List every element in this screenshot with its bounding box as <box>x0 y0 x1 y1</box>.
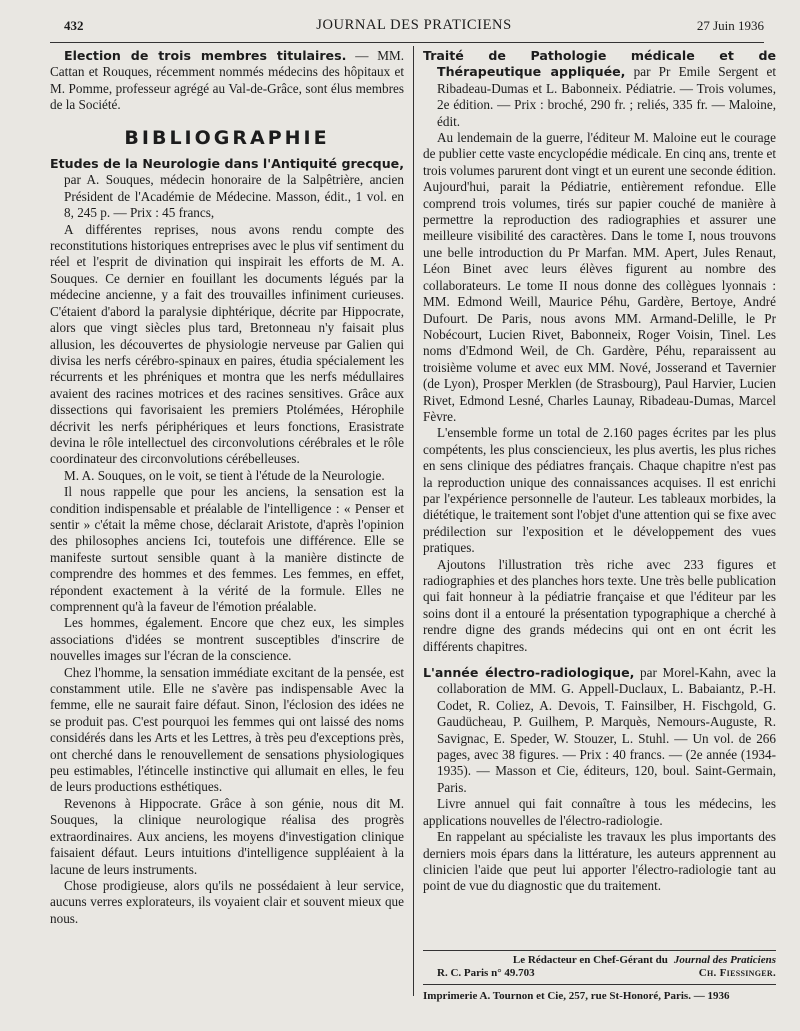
book-entry-pediatrie <box>423 48 776 130</box>
review-paragraph: Ajoutons l'illustration très riche avec 233 figures et radiographies et des planches hors texte. Une très belle publication qui fait honneur à la pédiatrie française et que l'éditeur par les soins dont il a entouré la présentation typographique a cherché à rendre digne des grands médecins qui ont en ont écrit les différents chapitres. <box>423 556 776 654</box>
journal-title: JOURNAL DES PRATICIENS <box>316 17 512 33</box>
section-title: BIBLIOGRAPHIE <box>124 126 330 149</box>
election-title: Election de trois membres titulaires. <box>64 48 347 63</box>
book-details: par Pr Emile Sergent et Ribadeau-Dumas et L. Babonneix. Pédiatrie. — Trois volumes, 2e édition. — Prix : broché, 290 fr. ; reliés, 335 fr. — Maloine, édit. <box>437 64 776 129</box>
election-paragraph <box>50 48 404 114</box>
footer-rule <box>423 950 776 951</box>
issue-date: 27 Juin 1936 <box>696 18 764 33</box>
book-details: par Morel-Kahn, avec la collaboration de MM. G. Appell-Duclaux, L. Babaiantz, P.-H. Codet, R. Coliez, A. Devois, T. Fainsilber, H. Fischgold, G. Gaudücheau, P. Guilhem, P. Marquès, Nemours-Auguste, R. Savignac, E. Speder, W. Stouzer, L. Stuhl. — Un vol. de 266 pages, avec 38 figures. — Prix : 40 francs. — (2e année (1934-1935). — Masson et Cie, éditeurs, 120, boul. Saint-Germain, Paris. <box>437 665 776 795</box>
book-entry-neurologie <box>50 156 404 222</box>
footer-journal-name: Journal des Praticiens <box>673 954 776 966</box>
right-column <box>423 48 776 895</box>
editor-footer <box>423 950 776 985</box>
review-paragraph: Livre annuel qui fait connaître à tous les médecins, les applications nouvelles de l'électro-radiologie. <box>423 796 776 828</box>
registry-number: R. C. Paris n° 49.703 <box>437 967 535 979</box>
footer-rule <box>423 984 776 985</box>
left-column <box>50 48 404 927</box>
review-paragraph: En rappelant au spécialiste les travaux les plus importants des derniers mois épars dans la littérature, les auteurs apprennent au clinicien l'aide que peut lui apporter l'électro-radiologie tant au point de vue du diagnostic que du traitement. <box>423 829 776 894</box>
book-title: Traité de Pathologie médicale et de Thérapeutique appliquée, <box>423 48 776 80</box>
book-title: L'année électro-radiologique, <box>423 665 635 681</box>
header-rule <box>50 42 764 43</box>
review-paragraph: Il nous rappelle que pour les anciens, la sensation est la condition indispensable et préalable de l'intelligence : « Penser et sentir » c'était la même chose, déclarait Aristote, d'après l'opinion des philosophes anciens Ici, toutefois une différence. Elle se manifeste surtout sensible quant à la manière distincte de comprendre des hommes et des femmes. Les femmes, en effet, répondent exactement à la vérité de la formule. Elles ne comprennent qu'à la faveur de l'émotion préalable. <box>50 484 404 614</box>
editor-label: Le Rédacteur en Chef-Gérant du <box>512 954 668 966</box>
review-paragraph: Revenons à Hippocrate. Grâce à son génie, nous dit M. Souques, la clinique neurologique réalisa des progrès extraordinaires. Aux anciens, les moyens d'investigation clinique faisaient défaut. Leurs intuitions d'intelligence suppléaient à la lacune de leurs instruments. <box>50 795 404 877</box>
book-entry-electro-radiologie <box>423 665 776 796</box>
column-divider <box>413 46 414 996</box>
review-paragraph: Les hommes, également. Encore que chez eux, les simples associations d'idées se montrent susceptibles d'inscrire de nouvelles images sur l'écran de la conscience. <box>50 615 404 664</box>
manager-name: Ch. Fiessinger. <box>698 967 776 979</box>
book-title: Etudes de la Neurologie dans l'Antiquité grecque, <box>50 156 404 172</box>
election-text: — MM. Cattan et Rouques, récemment nommés médecins des hôpitaux et M. Pomme, professeur agrégé au Val-de-Grâce, sont élus membres de la Société. <box>50 48 404 113</box>
printer-imprint: Imprimerie A. Tournon et Cie, 257, rue St-Honoré, Paris. — 1936 <box>423 990 730 1002</box>
page-number: 432 <box>64 18 84 33</box>
review-paragraph: Chez l'homme, la sensation immédiate excitant de la pensée, est constamment utile. Elle ne s'avère pas indispensable Avec la femme, elle ne saurait faire défaut. Sinon, l'éclosion des idées ne se produit pas. C'est pourquoi les femmes qui ont laissé des noms considérés dans les Arts et les Lettres, à très peu d'exceptions près, ont cherché dans le renouvellement de sensations physiologiques peu estimables, l'étincelle instinctive qui allumait en elles, le feu de leurs productions esthétiques. <box>50 664 404 795</box>
review-paragraph: M. A. Souques, on le voit, se tient à l'étude de la Neurologie. <box>64 467 385 483</box>
review-paragraph: A différentes reprises, nous avons rendu compte des reconstitutions historiques entreprises avec le plus vif sentiment du réel et l'esprit de divination qui inspirait les efforts de M. A. Souques. Ce dernier en fouillant les documents légués par la médecine ancienne, y a fait des trouvailles infiniment curieuses. C'étaient d'abord la paralysie diphtérique, décrite par Hippocrate, alors que vingt siècles plus tard, Bretonneau n'y faisait plus allusion, les découvertes de physiologie nerveuse par Galien qui divisa les nerfs cérébro-spinaux en paires, étudia spécialement les récurrents et les phréniques et montra que les nerfs médullaires avaient des racines motrices et des racines sensitives. Grâce aux dissections qui favorisaient les premiers Ptolémées, Hérophile décrivit les nerfs périphériques et leurs fonctions, Erasistrate devina le rôle intellectuel des circonvolutions cérébrales et le rôle coordinateur des circonvolutions cérébelleuses. <box>50 221 404 467</box>
review-paragraph: L'ensemble forme un total de 2.160 pages écrites par les plus compétents, les plus consciencieux, les plus avertis, les plus riches en sens clinique des pédiatres français. Chaque chapitre n'est pas la reproduction unique des connaissances acquises. Il est enrichi par l'expérience personnelle de l'auteur. Les tableaux morbides, la diététique, le traitement sont l'objet d'une attention qui se fixe avec prédilection sur l'exposition et le développement des vues pratiques. <box>423 425 776 556</box>
review-paragraph: Au lendemain de la guerre, l'éditeur M. Maloine eut le courage de publier cette vaste encyclopédie médicale. En cinq ans, trente et trois volumes parurent dont vingt et un eurent une seconde édition. Aujourd'hui, parait la Pédiatrie, entièrement refondue. Elle comprend trois volumes, tirés sur papier couché de manière à permettre la reproduction des radiographies et assurer une meilleure visibilité des caractères. Dans le tome I, nous trouvons une belle introduction du Pr Marfan. MM. Apert, Jules Renaut, Léon Binet avec leurs élèves figurent au nombre des collaborateurs. Le tome II nous donne des collègues lyonnais : MM. Edmond Weill, Maurice Péhu, Gardère, Bertoye, André Dufourt. De Paris, nous avons MM. Armand-Delille, le Pr Nobécourt, Lucien Rivet, Babonneix, Roger Voisin, Tinel. Les noms d'Edmond Weil, de Ch. Gardère, Péhu, reparaissent au troisième volume et avec eux MM. Nové, Josserand et Tavernier (de Lyon), Prosper Merklen (de Strasbourg), Paul Harvier, Lucien Rivet, Edmond Lesné, Charles Launay, Ribadeau-Dumas, Marcel Fèvre. <box>423 130 776 424</box>
book-details: par A. Souques, médecin honoraire de la Salpêtrière, ancien Président de l'Académie de Médecine. Masson, édit., 1 vol. en 8, 245 p. — Prix : 45 francs, <box>64 172 404 221</box>
review-paragraph: Chose prodigieuse, alors qu'ils ne possédaient à leur service, aucuns verres explorateurs, ils voyaient clair et souvent mieux que nous. <box>50 877 404 926</box>
page-header <box>64 14 764 38</box>
